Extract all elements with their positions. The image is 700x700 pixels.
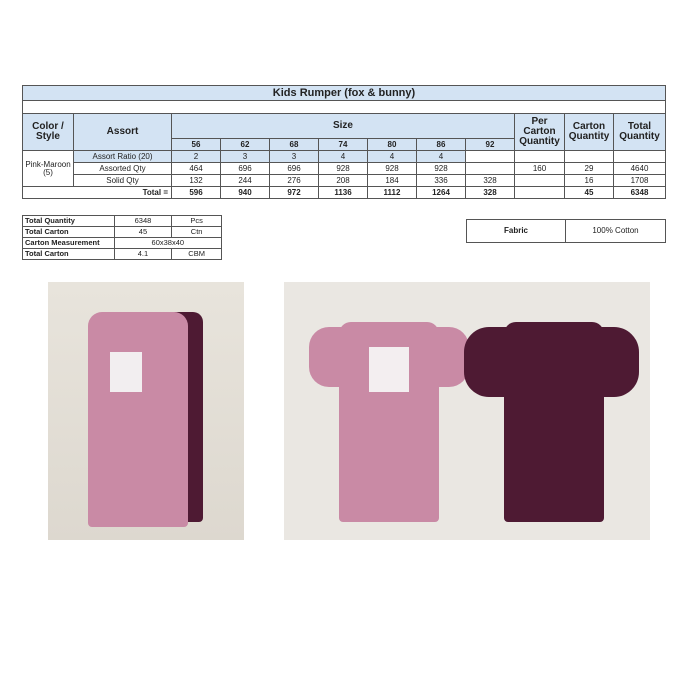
summary-unit: Pcs: [172, 216, 222, 227]
header-per-carton: Per Carton Quantity: [515, 114, 565, 151]
table-row: [23, 175, 666, 187]
size-header: 56: [172, 139, 221, 151]
qty-cell: 4: [417, 151, 466, 163]
total-cell: 940: [221, 187, 270, 199]
summary-unit: CBM: [172, 249, 222, 260]
qty-cell: 244: [221, 175, 270, 187]
size-header: 80: [368, 139, 417, 151]
summary-label: Total Carton: [23, 249, 115, 260]
carton-qty-cell: 16: [565, 175, 614, 187]
qty-cell: 928: [417, 163, 466, 175]
carton-qty-cell: [565, 151, 614, 163]
qty-cell: 336: [417, 175, 466, 187]
size-header: 86: [417, 139, 466, 151]
qty-cell: 132: [172, 175, 221, 187]
summary-value: 4.1: [114, 249, 172, 260]
row-label: Assorted Qty: [74, 163, 172, 175]
per-carton-cell: 160: [515, 163, 565, 175]
header-total-qty: Total Quantity: [614, 114, 666, 151]
qty-cell: 276: [270, 175, 319, 187]
header-size: Size: [172, 114, 515, 139]
product-photo-right: [284, 282, 650, 540]
maroon-romper-sleeves: [464, 327, 639, 397]
summary-unit: Ctn: [172, 227, 222, 238]
qty-cell: 4: [368, 151, 417, 163]
summary-label: Carton Measurement: [23, 238, 115, 249]
summary-row: [23, 227, 222, 238]
qty-cell: [466, 163, 515, 175]
row-label: Assort Ratio (20): [74, 151, 172, 163]
qty-cell: 3: [221, 151, 270, 163]
total-cell: 1112: [368, 187, 417, 199]
pink-romper: [88, 312, 188, 527]
table-title: Kids Rumper (fox & bunny): [23, 86, 666, 101]
fabric-table: [466, 219, 666, 243]
summary-value: 6348: [114, 216, 172, 227]
summary-label: Total Quantity: [23, 216, 115, 227]
total-cell: 596: [172, 187, 221, 199]
table-row: [23, 163, 666, 175]
size-header: 68: [270, 139, 319, 151]
total-per-carton: [515, 187, 565, 199]
assortment-table: [22, 85, 666, 199]
row-label: Solid Qty: [74, 175, 172, 187]
total-cell: 972: [270, 187, 319, 199]
table-row: [23, 151, 666, 163]
total-label: Total =: [23, 187, 172, 199]
hanger-tag: [110, 352, 142, 392]
summary-value: 60x38x40: [114, 238, 221, 249]
price-tag: [369, 347, 409, 392]
total-cell: 1136: [319, 187, 368, 199]
total-total: 6348: [614, 187, 666, 199]
per-carton-cell: [515, 151, 565, 163]
summary-value: 45: [114, 227, 172, 238]
fabric-value: 100% Cotton: [566, 220, 666, 243]
qty-cell: [466, 151, 515, 163]
summary-label: Total Carton: [23, 227, 115, 238]
qty-cell: 3: [270, 151, 319, 163]
size-header: 92: [466, 139, 515, 151]
total-cell: [614, 151, 666, 163]
qty-cell: 208: [319, 175, 368, 187]
header-color-style: Color / Style: [23, 114, 74, 151]
size-header: 62: [221, 139, 270, 151]
size-header: 74: [319, 139, 368, 151]
total-cell: 1264: [417, 187, 466, 199]
qty-cell: 328: [466, 175, 515, 187]
qty-cell: 696: [270, 163, 319, 175]
per-carton-cell: [515, 175, 565, 187]
total-cell: 4640: [614, 163, 666, 175]
qty-cell: 2: [172, 151, 221, 163]
total-row: [23, 187, 666, 199]
color-cell: Pink-Maroon (5): [23, 151, 74, 187]
total-cell: 1708: [614, 175, 666, 187]
header-assort: Assort: [74, 114, 172, 151]
summary-row: [23, 238, 222, 249]
summary-table: [22, 215, 222, 260]
qty-cell: 928: [319, 163, 368, 175]
qty-cell: 928: [368, 163, 417, 175]
summary-row: [23, 249, 222, 260]
total-cell: 328: [466, 187, 515, 199]
product-photo-left: [48, 282, 244, 540]
carton-qty-cell: 29: [565, 163, 614, 175]
qty-cell: 696: [221, 163, 270, 175]
qty-cell: 464: [172, 163, 221, 175]
fabric-label: Fabric: [467, 220, 566, 243]
qty-cell: 4: [319, 151, 368, 163]
total-carton-qty: 45: [565, 187, 614, 199]
header-carton-qty: Carton Quantity: [565, 114, 614, 151]
qty-cell: 184: [368, 175, 417, 187]
summary-row: [23, 216, 222, 227]
